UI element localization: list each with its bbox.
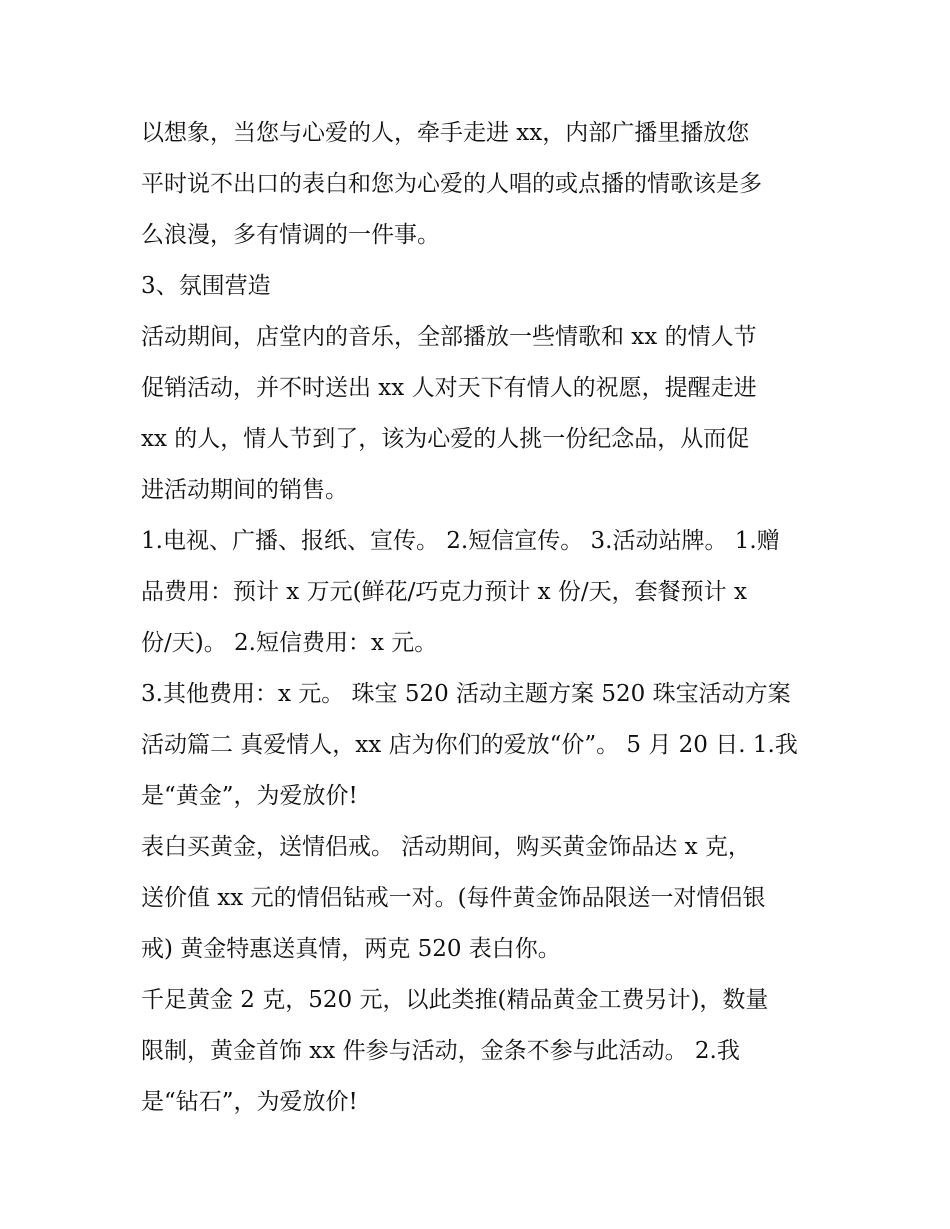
text-line: 是“黄金”，为爱放价! — [141, 783, 358, 809]
text-line: 么浪漫，多有情调的一件事。 — [141, 222, 440, 248]
document-body — [141, 108, 821, 1128]
text-line: xx 的人，情人节到了，该为心爱的人挑一份纪念品，从而促 — [141, 426, 750, 452]
section-heading: 3、氛围营造 — [141, 273, 271, 299]
text-line: 千足黄金 2 克，520 元，以此类推(精品黄金工费另计)，数量 — [141, 987, 769, 1013]
text-line: 以想象，当您与心爱的人，牵手走进 xx，内部广播里播放您 — [141, 120, 750, 146]
text-line: 是“钻石”，为爱放价! — [141, 1089, 358, 1115]
text-line: 品费用：预计 x 万元(鲜花/巧克力预计 x 份/天，套餐预计 x — [141, 579, 747, 605]
text-line: 平时说不出口的表白和您为心爱的人唱的或点播的情歌该是多 — [141, 171, 762, 197]
text-line: 促销活动，并不时送出 xx 人对天下有情人的祝愿，提醒走进 — [141, 375, 757, 401]
text-line: 3.其他费用：x 元。 珠宝 520 活动主题方案 520 珠宝活动方案 — [141, 681, 791, 707]
text-line: 表白买黄金，送情侣戒。 活动期间，购买黄金饰品达 x 克， — [141, 834, 751, 860]
text-line: 限制，黄金首饰 xx 件参与活动，金条不参与此活动。 2.我 — [141, 1038, 740, 1064]
text-line: 送价值 xx 元的情侣钻戒一对。(每件黄金饰品限送一对情侣银 — [141, 885, 766, 911]
text-line: 1.电视、广播、报纸、宣传。 2.短信宣传。 3.活动站牌。 1.赠 — [141, 528, 780, 554]
text-line: 戒) 黄金特惠送真情，两克 520 表白你。 — [141, 936, 561, 962]
text-line: 活动期间，店堂内的音乐，全部播放一些情歌和 xx 的情人节 — [141, 324, 757, 350]
text-line: 进活动期间的销售。 — [141, 477, 348, 503]
text-line: 份/天)。 2.短信费用：x 元。 — [141, 630, 438, 656]
text-line: 活动篇二 真爱情人，xx 店为你们的爱放“价”。 5 月 20 日. 1.我 — [141, 732, 798, 758]
